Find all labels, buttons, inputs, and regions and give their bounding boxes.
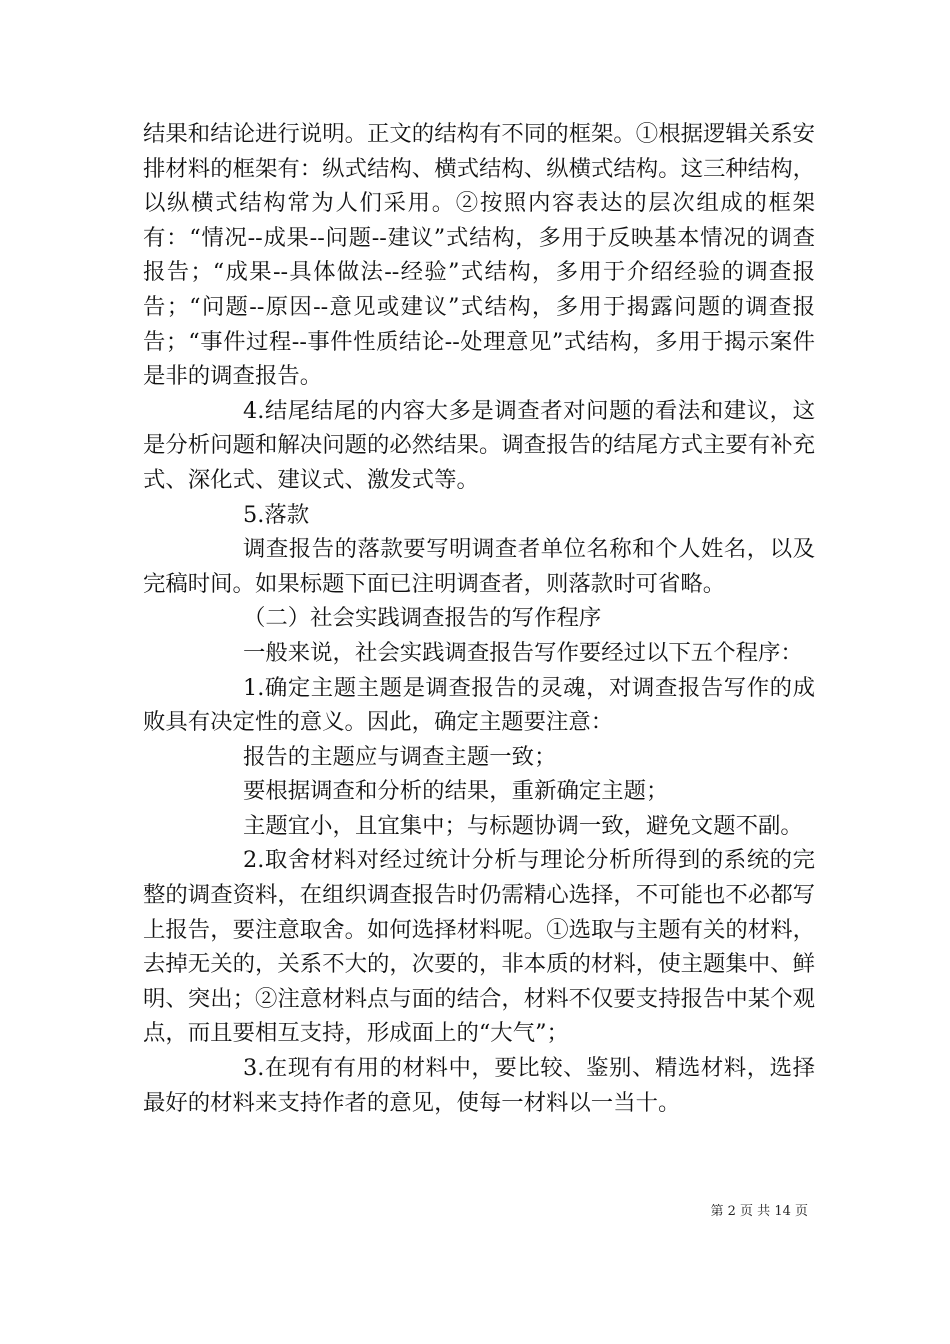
paragraph-determine-theme: 1.确定主题主题是调查报告的灵魂，对调查报告写作的成败具有决定性的意义。因此，确定主题要注意： bbox=[143, 674, 815, 736]
paragraph-ending: 4.结尾结尾的内容大多是调查者对问题的看法和建议，这是分析问题和解决问题的必然结果。调查报告的结尾方式主要有补充式、深化式、建议式、激发式等。 bbox=[143, 397, 815, 493]
paragraph-select-materials: 2.取舍材料对经过统计分析与理论分析所得到的系统的完整的调查资料，在组织调查报告时仍需精心选择，不可能也不必都写上报告，要注意取舍。如何选择材料呢。①选取与主题有关的材料，去掉无关的，关系不大的，次要的，非本质的材料，使主题集中、鲜明、突出；②注意材料点与面的结合，材料不仅要支持报告中某个观点，而且要相互支持，形成面上的“大气”； bbox=[143, 847, 815, 1047]
paragraph-signature-heading: 5.落款 bbox=[243, 501, 310, 528]
paragraph-five-procedures: 一般来说，社会实践调查报告写作要经过以下五个程序： bbox=[243, 639, 803, 666]
page-number-footer: 第 2 页 共 14 页 bbox=[710, 1204, 808, 1219]
paragraph-theme-point-3: 主题宜小，且宜集中；与标题协调一致，避免文题不副。 bbox=[243, 812, 803, 839]
body-text bbox=[143, 117, 815, 1120]
paragraph-compare-materials: 3.在现有有用的材料中，要比较、鉴别、精选材料，选择最好的材料来支持作者的意见，使每一材料以一当十。 bbox=[143, 1055, 815, 1116]
paragraph-theme-point-1: 报告的主题应与调查主题一致； bbox=[243, 743, 557, 770]
section-heading-writing-procedure: （二）社会实践调查报告的写作程序 bbox=[243, 605, 602, 632]
paragraph-theme-point-2: 要根据调查和分析的结果，重新确定主题； bbox=[243, 778, 669, 805]
paragraph-signature: 调查报告的落款要写明调查者单位名称和个人姓名，以及完稿时间。如果标题下面已注明调查者，则落款时可省略。 bbox=[143, 536, 815, 597]
paragraph-structure-frameworks: 结果和结论进行说明。正文的结构有不同的框架。①根据逻辑关系安排材料的框架有：纵式结构、横式结构、纵横式结构。这三种结构，以纵横式结构常为人们采用。②按照内容表达的层次组成的框架有：“情况--成果--问题--建议”式结构，多用于反映基本情况的调查报告；“成果--具体做法--经验”式结构，多用于介绍经验的调查报告；“问题--原因--意见或建议”式结构，多用于揭露问题的调查报告；“事件过程--事件性质结论--处理意见”式结构，多用于揭示案件是非的调查报告。 bbox=[143, 121, 815, 390]
